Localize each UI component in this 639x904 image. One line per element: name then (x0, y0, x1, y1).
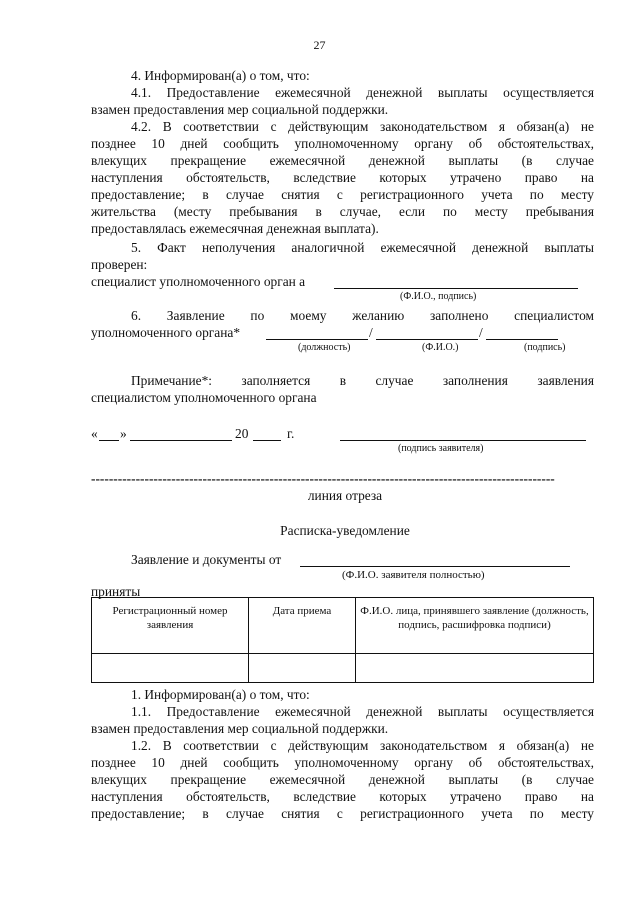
note-line2: специалистом уполномоченного органа (91, 390, 317, 405)
signature-field-line[interactable] (486, 339, 558, 340)
item-6-line2: уполномоченного органа* (91, 325, 241, 340)
item-5-line1: 5. Факт неполучения аналогичной ежемесячной денежной выплаты (131, 240, 594, 255)
cell-date[interactable] (249, 654, 356, 683)
page-number: 27 (313, 38, 326, 52)
specialist-fio-caption: (Ф.И.О., подпись) (400, 291, 477, 302)
specialist-label: специалист уполномоченного орган а (91, 274, 306, 289)
receipt-item-1-2-line3: влекущих прекращение ежемесячной денежной выплаты (в случае (91, 772, 594, 787)
date-month-field[interactable] (130, 440, 232, 441)
cut-line-label: линия отреза (307, 488, 383, 503)
receipt-title: Расписка-уведомление (280, 523, 410, 538)
date-year-prefix: 20 (235, 426, 249, 441)
date-quote-open: « (91, 426, 98, 441)
date-day-field[interactable] (99, 440, 119, 441)
note-line1: Примечание*: заполняется в случае заполнения заявления (131, 373, 594, 388)
cell-reg-number[interactable] (92, 654, 249, 683)
header-reg-number: Регистрационный номер заявления (92, 598, 249, 654)
accepted-label: приняты (91, 584, 141, 599)
position-caption: (должность) (298, 342, 351, 353)
registration-table (91, 597, 594, 683)
date-quote-close: » (120, 426, 127, 441)
date-year-field[interactable] (253, 440, 281, 441)
item-4-1-line2: взамен предоставления мер социальной поддержки. (91, 102, 389, 117)
item-4-2-line6: жительства (месту пребывания в случае, если по месту пребывания (91, 204, 594, 219)
fio-field-line[interactable] (376, 339, 478, 340)
table-header-row (92, 598, 594, 654)
item-6-line1: 6. Заявление по моему желанию заполнено специалистом (131, 308, 594, 323)
item-4-2-line2: позднее 10 дней сообщить уполномоченному органу об обстоятельствах, (91, 136, 594, 151)
applicant-name-caption: (Ф.И.О. заявителя полностью) (342, 569, 485, 581)
receipt-item-1-2-line4: наступления обстоятельств, вследствие которых утрачено право на (91, 789, 594, 804)
applicant-signature-caption: (подпись заявителя) (398, 443, 484, 454)
signature-caption: (подпись) (524, 342, 566, 353)
item-4-1-line1: 4.1. Предоставление ежемесячной денежной выплаты осуществляется (131, 85, 594, 100)
specialist-signature-line[interactable] (334, 288, 578, 289)
item-4-2-line5: предоставление; в случае снятия с регистрационного учета по месту (91, 187, 594, 202)
receipt-item-1-1-line1: 1.1. Предоставление ежемесячной денежной выплаты осуществляется (131, 704, 594, 719)
table-input-row (92, 654, 594, 683)
item-5-line2: проверен: (91, 257, 148, 272)
fio-caption: (Ф.И.О.) (422, 342, 459, 353)
applicant-signature-line[interactable] (340, 440, 586, 441)
receipt-item-1-2-line5: предоставление; в случае снятия с регистрационного учета по месту (91, 806, 594, 821)
header-date: Дата приема (249, 598, 356, 654)
receipt-item-1-2-line2: позднее 10 дней сообщить уполномоченному органу об обстоятельствах, (91, 755, 594, 770)
date-year-suffix: г. (287, 426, 295, 441)
item-4-2-line4: наступления обстоятельств, вследствие которых утрачено право на (91, 170, 594, 185)
cell-accepted-by[interactable] (356, 654, 594, 683)
receipt-item-1-heading: 1. Информирован(а) о том, что: (131, 687, 310, 702)
receipt-item-1-1-line2: взамен предоставления мер социальной поддержки. (91, 721, 389, 736)
position-field-line[interactable] (266, 339, 368, 340)
slash-1: / (369, 325, 373, 340)
applicant-name-line[interactable] (300, 566, 570, 567)
docs-from-label: Заявление и документы от (131, 552, 282, 567)
receipt-item-1-2-line1: 1.2. В соответствии с действующим законодательством я обязан(а) не (131, 738, 594, 753)
cut-dashes: -------------------------------------------------------------------------------------------------------- (91, 471, 555, 486)
item-4-2-line3: влекущих прекращение ежемесячной денежной выплаты (в случае (91, 153, 594, 168)
slash-2: / (479, 325, 483, 340)
item-4-heading: 4. Информирован(а) о том, что: (131, 68, 310, 83)
header-accepted-by: Ф.И.О. лица, принявшего заявление (должность, подпись, расшифровка подписи) (356, 598, 594, 654)
item-4-2-line1: 4.2. В соответствии с действующим законодательством я обязан(а) не (131, 119, 594, 134)
item-4-2-line7: предоставлялась ежемесячная денежная выплата). (91, 221, 379, 236)
